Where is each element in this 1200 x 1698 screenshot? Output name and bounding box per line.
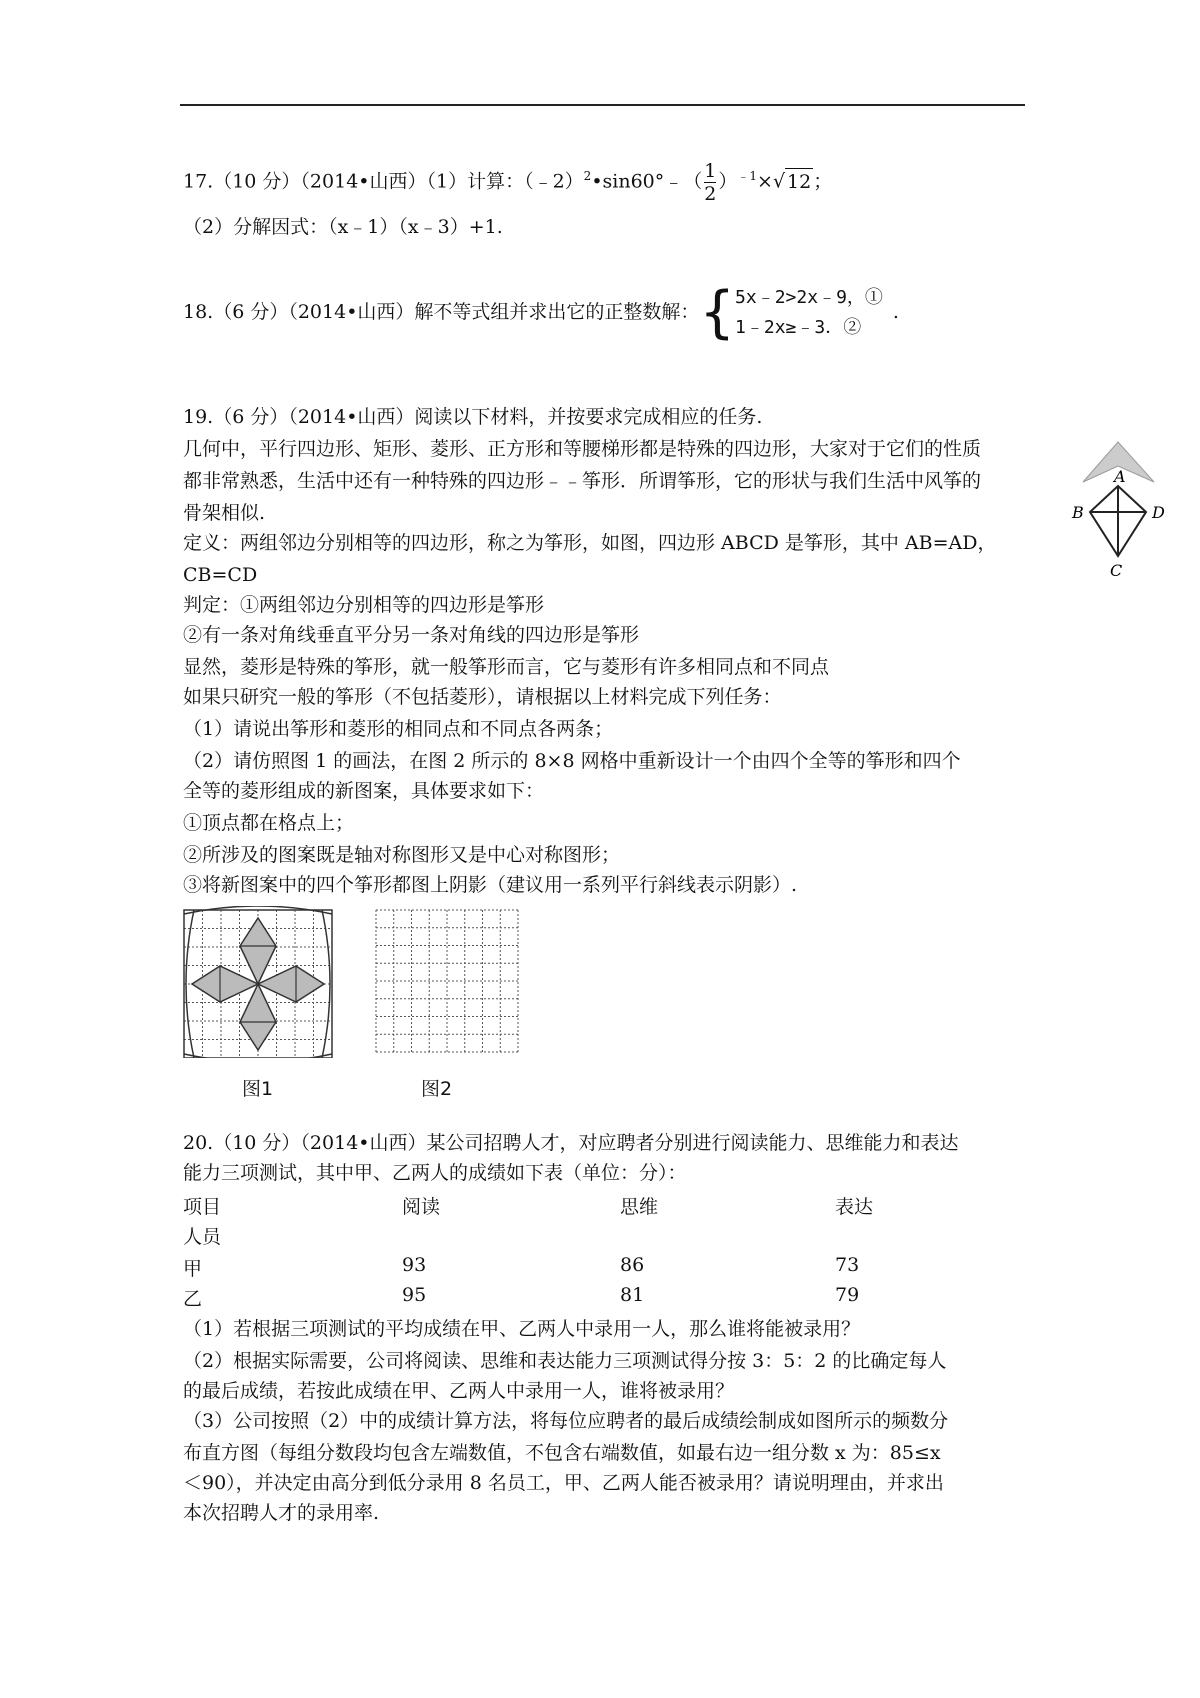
kite-label-a: A — [1114, 467, 1126, 486]
q19-line: 显然，菱形是特殊的筝形，就一般筝形而言，它与菱形有许多相同点和不同点 — [183, 656, 830, 678]
q19-line: 都非常熟悉，生活中还有一种特殊的四边形﹣﹣筝形．所谓筝形，它的形状与我们生活中风筝的 — [183, 470, 982, 492]
table-cell: 甲 — [183, 1258, 203, 1280]
q18: 18.（6 分）（2014•山西）解不等式组并求出它的正整数解：{ 5x﹣2>2x﹣9，① 1﹣2x≥﹣3．② . — [183, 280, 899, 345]
kite-label-c: C — [1110, 561, 1123, 580]
kite-label-b: B — [1072, 503, 1084, 522]
q19-line: 几何中，平行四边形、矩形、菱形、正方形和等腰梯形都是特殊的四边形，大家对于它们的性质 — [183, 438, 982, 460]
q17-part1: 17.（10 分）（2014•山西）（1）计算：（﹣2）$^2$•sin60°﹣（ $\frac{1}{2}$ ）$^{﹣1}$×√ 12 ； — [183, 160, 833, 205]
q20-line: 的最后成绩，若按此成绩在甲、乙两人中录用一人，谁将被录用？ — [183, 1380, 735, 1402]
figure-1 — [180, 906, 340, 1058]
table-cell: 73 — [835, 1254, 860, 1276]
fraction: $\frac{1}{2}$ — [704, 160, 717, 205]
q19-line: ①顶点都在格点上； — [183, 812, 355, 834]
q20-line: 能力三项测试，其中甲、乙两人的成绩如下表（单位：分）： — [183, 1162, 687, 1184]
table-header-cell: 阅读 — [402, 1196, 441, 1218]
q20-line: 本次招聘人才的录用率. — [183, 1502, 380, 1524]
table-header-cell: 人员 — [183, 1226, 222, 1248]
q20-line: （2）根据实际需要，公司将阅读、思维和表达能力三项测试得分按 3：5：2 的比确定每人 — [183, 1350, 947, 1372]
q19-line: 如果只研究一般的筝形（不包括菱形），请根据以上材料完成下列任务： — [183, 686, 782, 708]
table-header-cell: 思维 — [620, 1196, 659, 1218]
q19-line: 判定：①两组邻边分别相等的四边形是筝形 — [183, 594, 545, 616]
table-cell: 81 — [620, 1284, 645, 1306]
table-cell: 95 — [402, 1284, 427, 1306]
q20-line: （1）若根据三项测试的平均成绩在甲、乙两人中录用一人，那么谁将能被录用？ — [183, 1318, 861, 1340]
q19-line: ②所涉及的图案既是轴对称图形又是中心对称图形； — [183, 844, 621, 866]
kite-figure — [1070, 436, 1170, 586]
q19-line: （1）请说出筝形和菱形的相同点和不同点各两条； — [183, 718, 614, 740]
q20-line: 布直方图（每组分数段均包含左端数值，不包含右端数值，如最右边一组分数 x 为：85≤x — [183, 1442, 941, 1464]
q19-line: （2）请仿照图 1 的画法，在图 2 所示的 8×8 网格中重新设计一个由四个全等的筝形和四个 — [183, 750, 961, 772]
fig2-caption: 图2 — [421, 1078, 453, 1100]
table-cell: 93 — [402, 1254, 427, 1276]
table-cell: 乙 — [183, 1288, 203, 1310]
q19-line: 全等的菱形组成的新图案，具体要求如下： — [183, 780, 545, 802]
fig1-caption: 图1 — [242, 1078, 274, 1100]
q20-line: （3）公司按照（2）中的成绩计算方法，将每位应聘者的最后成绩绘制成如图所示的频数分 — [183, 1410, 949, 1432]
q17-part2: （2）分解因式：（x﹣1）（x﹣3）+1. — [183, 216, 503, 238]
table-cell: 79 — [835, 1284, 860, 1306]
q19-line: CB=CD — [183, 564, 258, 586]
q19-line: ②有一条对角线垂直平分另一条对角线的四边形是筝形 — [183, 624, 640, 646]
figure-2 — [372, 906, 522, 1056]
table-header-cell: 项目 — [183, 1196, 222, 1218]
q19-line: 定义：两组邻边分别相等的四边形，称之为筝形，如图，四边形 ABCD 是筝形，其中 AB=AD， — [183, 532, 997, 554]
inequality-system: 5x﹣2>2x﹣9，① 1﹣2x≥﹣3．② — [735, 287, 883, 338]
table-header-cell: 表达 — [835, 1196, 874, 1218]
q19-line: 19.（6 分）（2014•山西）阅读以下材料，并按要求完成相应的任务. — [183, 406, 763, 428]
q19-line: ③将新图案中的四个筝形都图上阴影（建议用一系列平行斜线表示阴影）. — [183, 874, 798, 896]
header-rule — [180, 104, 1025, 106]
q20-line: 20.（10 分）（2014•山西）某公司招聘人才，对应聘者分别进行阅读能力、思维能力和表达 — [183, 1132, 959, 1154]
q19-line: 骨架相似. — [183, 502, 266, 524]
table-cell: 86 — [620, 1254, 645, 1276]
q20-line: ＜90），并决定由高分到低分录用 8 名员工，甲、乙两人能否被录用？请说明理由，并求出 — [183, 1472, 944, 1494]
kite-label-d: D — [1152, 503, 1165, 522]
